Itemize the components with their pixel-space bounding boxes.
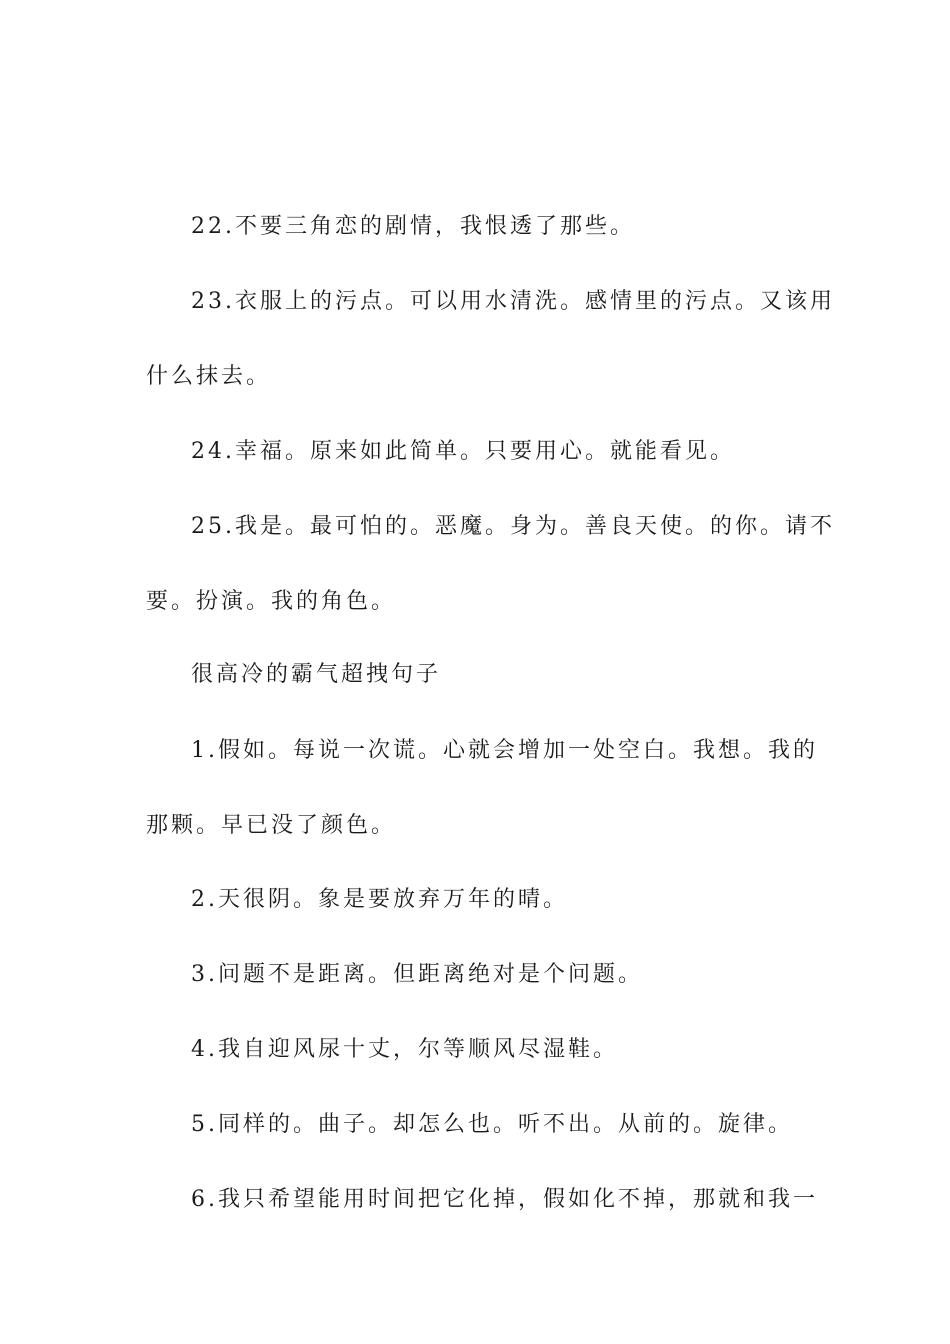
text-line: 要。扮演。我的角色。 [146,589,397,614]
text-line: 23.衣服上的污点。可以用水清洗。感情里的污点。又该用 [191,289,835,314]
text-line: 那颗。早已没了颜色。 [146,813,397,838]
text-line: 2.天很阴。象是要放弃万年的晴。 [191,887,568,912]
section-heading: 很高冷的霸气超拽句子 [191,662,442,687]
text-line: 22.不要三角恋的剧情，我恨透了那些。 [191,214,635,239]
text-line: 24.幸福。原来如此简单。只要用心。就能看见。 [191,439,735,464]
text-line: 4.我自迎风尿十丈，尔等顺风尽湿鞋。 [191,1037,618,1062]
text-line: 1.假如。每说一次谎。心就会增加一处空白。我想。我的 [191,738,818,763]
text-line: 3.问题不是距离。但距离绝对是个问题。 [191,962,643,987]
text-line: 25.我是。最可怕的。恶魔。身为。善良天使。的你。请不 [191,514,835,539]
text-line: 6.我只希望能用时间把它化掉，假如化不掉，那就和我一 [191,1187,818,1212]
text-line: 什么抹去。 [146,364,272,389]
text-line: 5.同样的。曲子。却怎么也。听不出。从前的。旋律。 [191,1112,793,1137]
